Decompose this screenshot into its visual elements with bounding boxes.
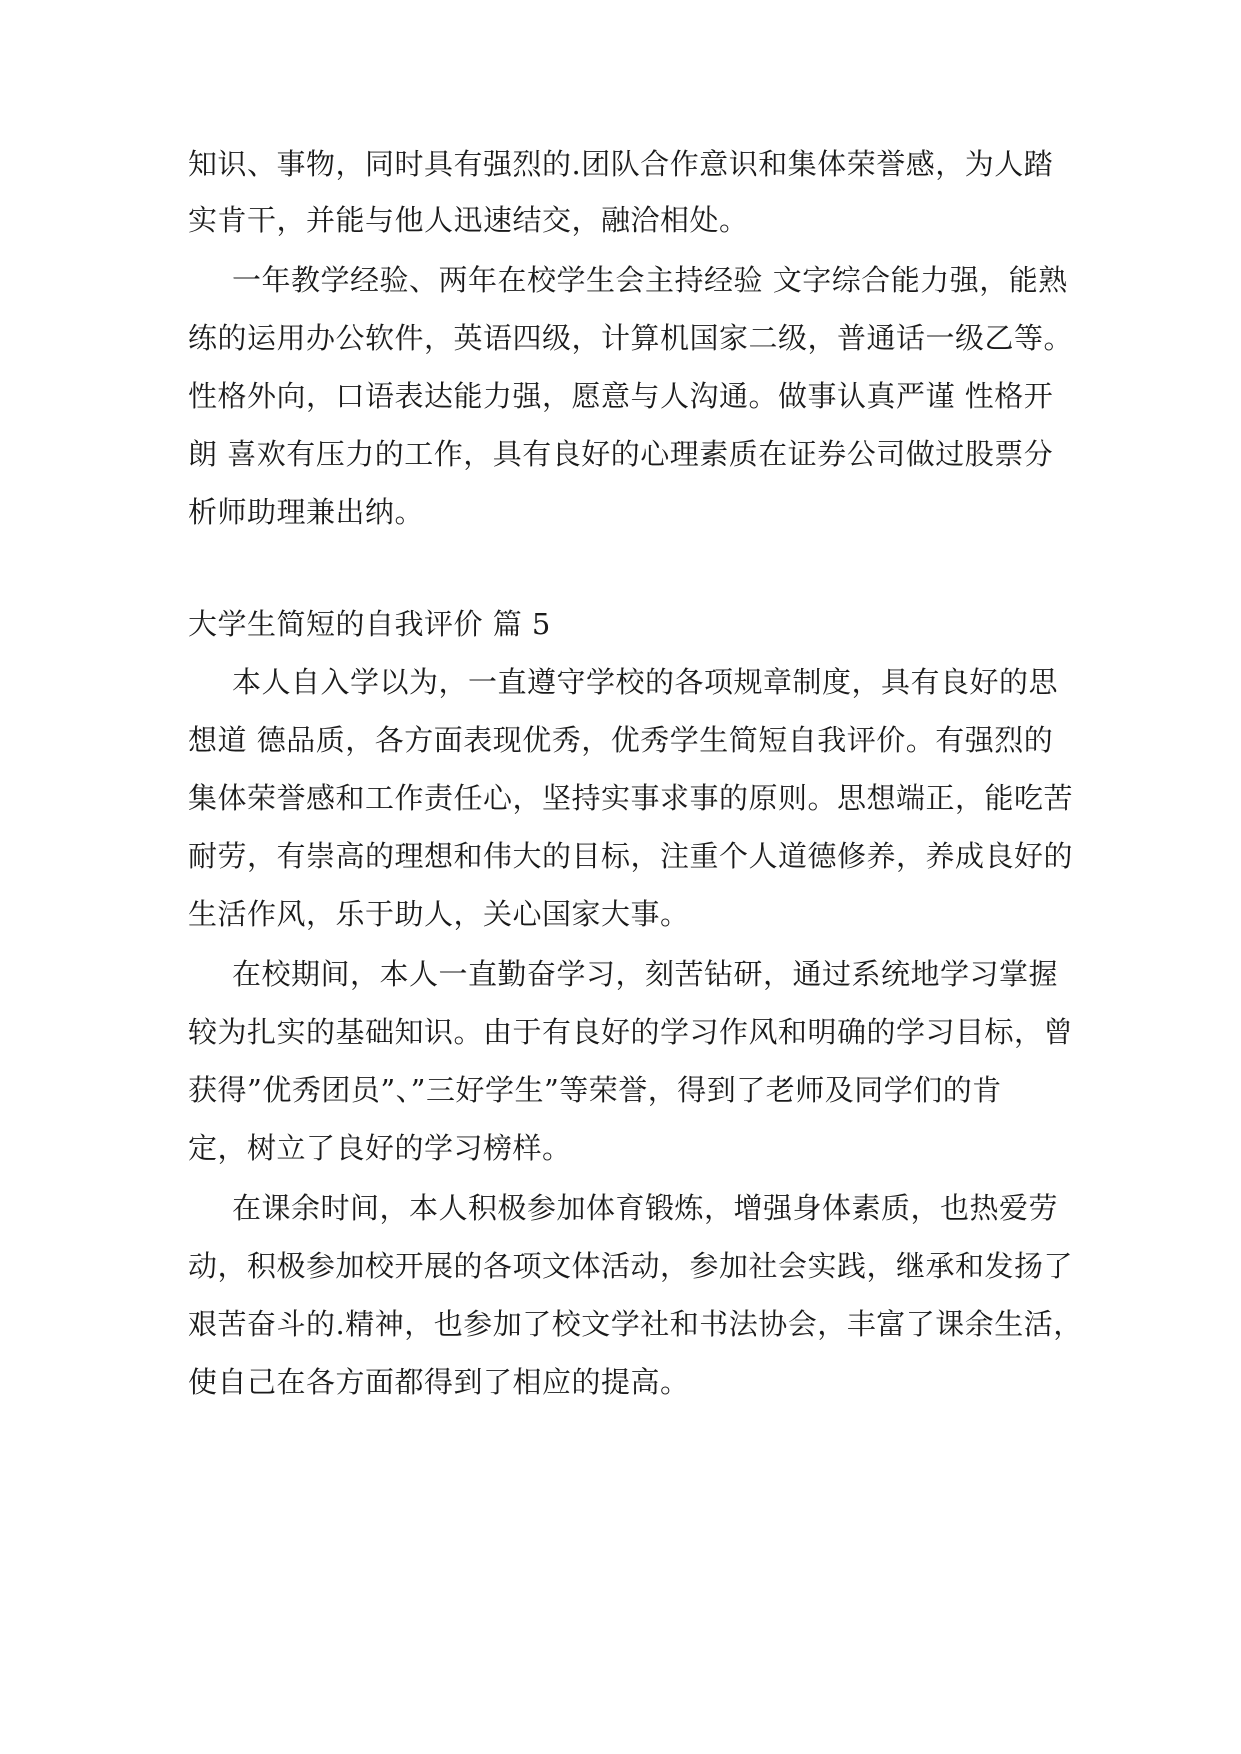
paragraph-line: 练的运用办公软件，英语四级，计算机国家二级，普通话一级乙等。 [188, 321, 1074, 355]
paragraph-line: 本人自入学以为，一直遵守学校的各项规章制度，具有良好的思 [232, 665, 1059, 699]
paragraph-line: 一年教学经验、两年在校学生会主持经验 文字综合能力强，能熟 [232, 263, 1068, 297]
paragraph-line: 性格外向，口语表达能力强，愿意与人沟通。做事认真严谨 性格开 [188, 379, 1054, 413]
paragraph-line: 获得”优秀团员”、”三好学生”等荣誉，得到了老师及同学们的肯 [188, 1073, 1002, 1107]
paragraph-line: 较为扎实的基础知识。由于有良好的学习作风和明确的学习目标，曾 [188, 1015, 1074, 1049]
section-heading: 大学生简短的自我评价 篇 5 [188, 607, 551, 641]
paragraph-line: 知识、事物，同时具有强烈的.团队合作意识和集体荣誉感，为人踏 [188, 147, 1054, 181]
paragraph-line: 朗 喜欢有压力的工作，具有良好的心理素质在证券公司做过股票分 [188, 437, 1054, 471]
paragraph-line: 集体荣誉感和工作责任心，坚持实事求事的原则。思想端正，能吃苦 [188, 781, 1074, 815]
paragraph-line: 生活作风，乐于助人，关心国家大事。 [188, 897, 690, 931]
paragraph-line: 想道 德品质，各方面表现优秀，优秀学生简短自我评价。有强烈的 [188, 723, 1054, 757]
paragraph-line: 在校期间，本人一直勤奋学习，刻苦钻研，通过系统地学习掌握 [232, 957, 1059, 991]
paragraph-line: 析师助理兼出纳。 [188, 495, 425, 529]
paragraph-line: 实肯干，并能与他人迅速结交，融洽相处。 [188, 203, 749, 237]
paragraph-line: 定，树立了良好的学习榜样。 [188, 1131, 572, 1165]
paragraph-line: 在课余时间，本人积极参加体育锻炼，增强身体素质，也热爱劳 [232, 1191, 1059, 1225]
paragraph-line: 耐劳，有崇高的理想和伟大的目标，注重个人道德修养，养成良好的 [188, 839, 1074, 873]
paragraph-line: 使自己在各方面都得到了相应的提高。 [188, 1365, 690, 1399]
paragraph-line: 艰苦奋斗的.精神，也参加了校文学社和书法协会，丰富了课余生活， [188, 1307, 1083, 1341]
paragraph-line: 动，积极参加校开展的各项文体活动，参加社会实践，继承和发扬了 [188, 1249, 1074, 1283]
